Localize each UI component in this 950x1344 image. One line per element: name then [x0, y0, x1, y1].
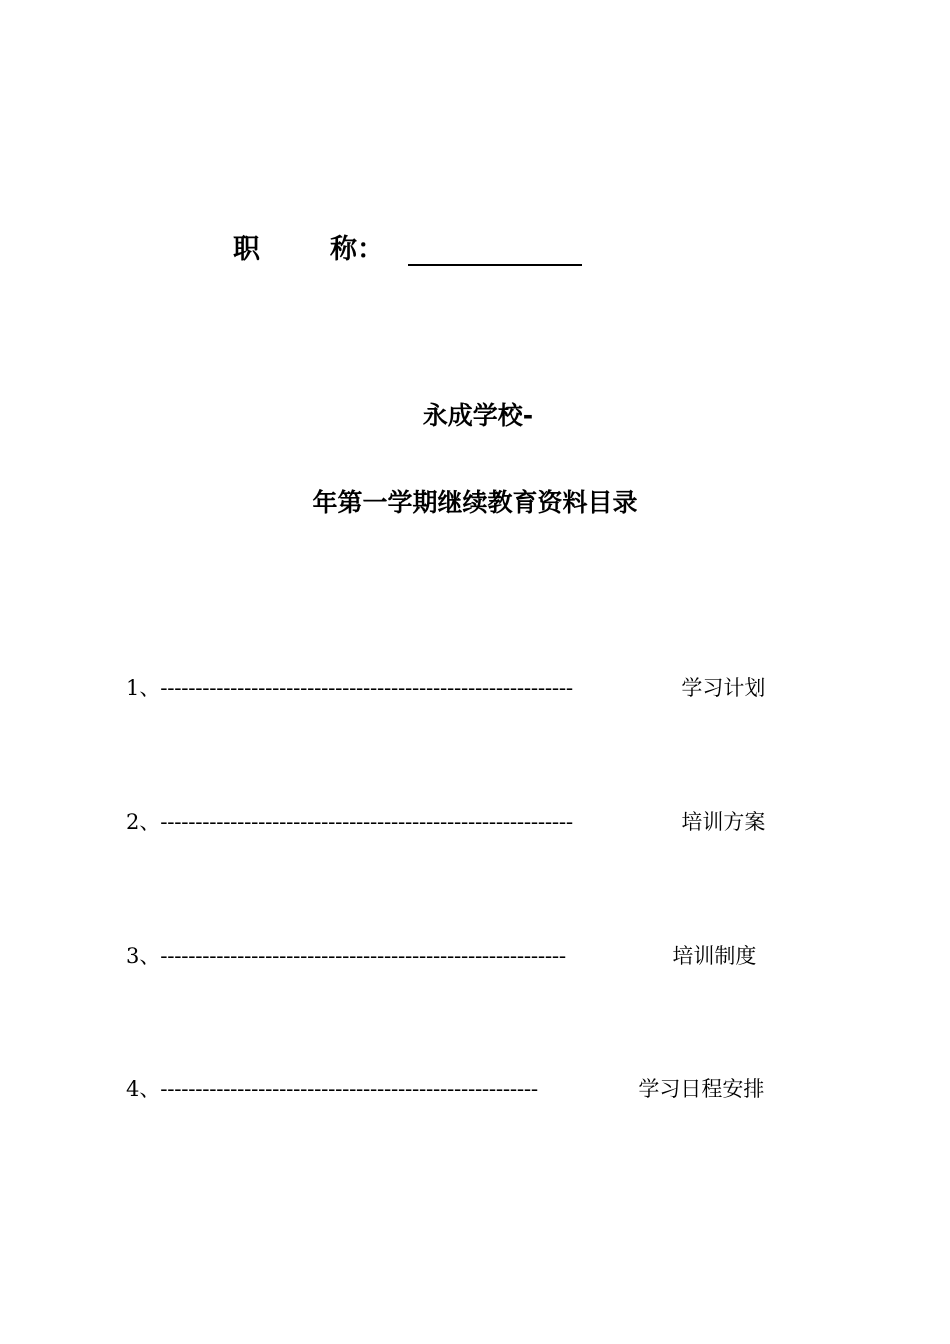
- title-field-row: [233, 226, 582, 266]
- field-label-part1: 职: [233, 234, 260, 265]
- school-title: 永成学校-: [422, 401, 534, 430]
- toc-item-number: 2、: [126, 810, 161, 834]
- toc-item-text: 学习计划: [681, 676, 766, 700]
- toc-item-leader: ----------------------------------------------------------: [160, 942, 566, 967]
- toc-item-4: [126, 1073, 764, 1103]
- toc-item-number: 1、: [126, 676, 161, 700]
- catalog-title: 年第一学期继续教育资料目录: [312, 488, 638, 517]
- toc-item-number: 3、: [126, 944, 161, 968]
- toc-item-number: 4、: [126, 1077, 161, 1101]
- toc-item-text: 学习日程安排: [638, 1077, 765, 1101]
- toc-item-text: 培训制度: [672, 944, 757, 968]
- toc-item-3: [126, 940, 756, 970]
- toc-item-leader: ------------------------------------------------------: [160, 1075, 539, 1100]
- title-fill-blank[interactable]: [408, 236, 582, 266]
- toc-item-2: [126, 806, 765, 836]
- toc-item-1: [126, 672, 765, 702]
- toc-item-leader: -----------------------------------------------------------: [160, 808, 573, 833]
- toc-item-leader: -----------------------------------------------------------: [160, 674, 573, 699]
- toc-item-text: 培训方案: [681, 810, 766, 834]
- field-label-part2: 称: [330, 234, 357, 265]
- field-colon: ：: [357, 234, 384, 265]
